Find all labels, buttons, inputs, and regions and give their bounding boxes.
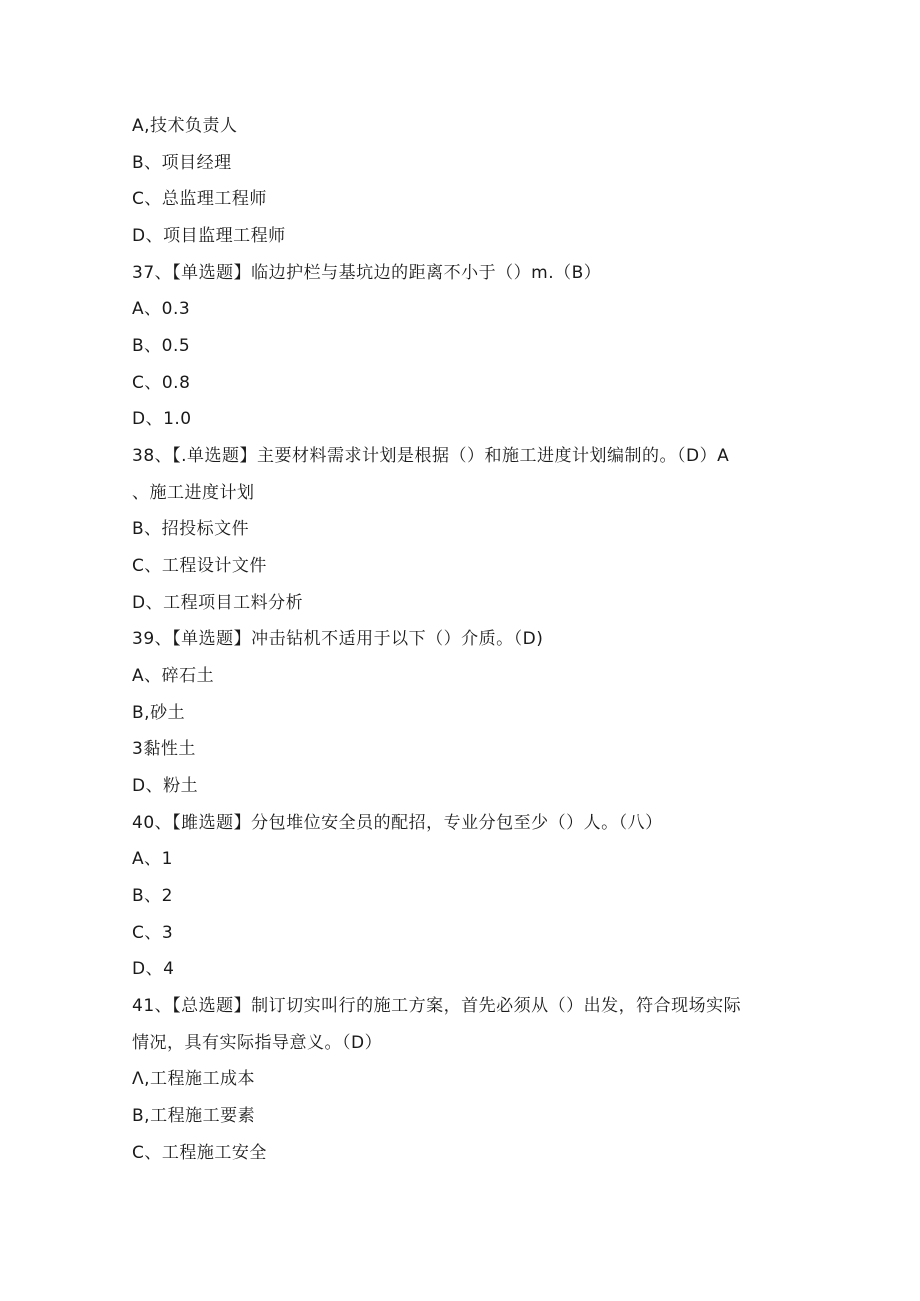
option-c-text: C、总监理工程师 <box>132 189 267 209</box>
q38-option-c: C、工程设计文件 <box>132 556 267 576</box>
q41-option-b: B,工程施工要素 <box>132 1106 256 1126</box>
question-41: 41、【总选题】制订切实叫行的施工方案，首先必须从（）出发，符合现场实际 <box>132 996 742 1016</box>
option-a-text: A,技术负责人 <box>132 116 238 136</box>
q37-option-b: B、0.5 <box>132 336 191 356</box>
q40-option-b: B、2 <box>132 886 173 906</box>
q37-option-c: C、0.8 <box>132 373 191 393</box>
q38-option-d: D、工程项目工料分析 <box>132 593 304 613</box>
question-40: 40、【雎选题】分包堆位安全员的配招，专业分包至少（）人。（八） <box>132 813 663 833</box>
q40-option-a: A、1 <box>132 849 173 869</box>
question-39: 39、【单选题】冲击钻机不适用于以下（）介质。（D) <box>132 629 544 649</box>
q39-option-b: B,砂土 <box>132 703 186 723</box>
question-41-continued: 情况，具有实际指导意义。（D） <box>132 1033 383 1053</box>
q38-option-a-continued: 、施工进度计划 <box>132 483 255 503</box>
q40-option-c: C、3 <box>132 923 174 943</box>
question-37: 37、【单选题】临边护栏与基坑边的距离不小于（）m.（B） <box>132 263 602 283</box>
q37-option-a: A、0.3 <box>132 299 191 319</box>
option-d-text: D、项目监理工程师 <box>132 226 286 246</box>
q40-option-d: D、4 <box>132 959 175 979</box>
question-38: 38、【.单选题】主要材料需求计划是根据（）和施工进度计划编制的。（D）A <box>132 446 730 466</box>
option-b-text: B、项目经理 <box>132 153 232 173</box>
q41-option-a: Λ,工程施工成本 <box>132 1069 256 1089</box>
q39-option-d: D、粉土 <box>132 776 199 796</box>
q39-option-c: 3黏性土 <box>132 739 196 759</box>
q41-option-c: C、工程施工安全 <box>132 1143 267 1163</box>
q39-option-a: A、碎石土 <box>132 666 215 686</box>
q38-option-b: B、招投标文件 <box>132 519 250 539</box>
q37-option-d: D、1.0 <box>132 409 192 429</box>
